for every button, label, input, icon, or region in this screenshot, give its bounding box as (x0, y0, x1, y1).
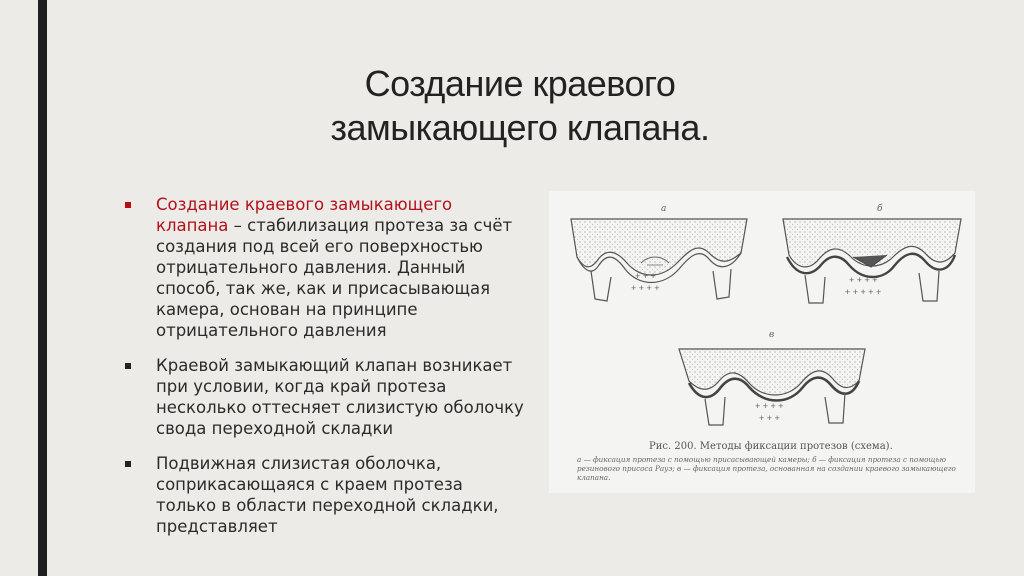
bullet-marker-red (125, 202, 131, 208)
figure-caption-title: Рис. 200. Методы фиксации протезов (схема). (649, 441, 893, 452)
label-a: а (661, 204, 667, 214)
slide-title (200, 62, 840, 150)
bullet-list (122, 194, 527, 551)
svg-text:+ + + + +: + + + + + (845, 287, 882, 297)
denture-diagram (549, 191, 975, 441)
bullet-item-3 (122, 453, 527, 537)
diagram-a (571, 204, 747, 301)
title-line-1: Создание краевого (364, 63, 676, 104)
denture-fixation-figure (549, 191, 975, 493)
bullet-item-2 (122, 355, 527, 439)
bullet-marker (125, 363, 131, 369)
svg-text:+ + +: + + + (635, 271, 656, 281)
diagram-c (679, 330, 865, 425)
svg-text:+ + +: + + + (759, 413, 780, 423)
label-b: б (877, 204, 883, 214)
label-c: в (769, 330, 775, 340)
diagram-b (783, 203, 961, 303)
bullet-item-1 (122, 194, 527, 341)
bullet-marker (125, 461, 131, 467)
svg-text:+ + + +: + + + + (755, 401, 784, 411)
svg-text:+ + + +: + + + + (849, 275, 878, 285)
left-accent-bar (38, 0, 47, 576)
bullet-1-highlight: Создание краевого замыкающего клапана (156, 195, 453, 235)
figure-caption-text: а — фиксация протеза с помощью присасывающей камеры; б — фиксация протеза с помощью резинового присоса Рауэ; в — фиксация протеза, основанная на создании краевого замыкающего клапана. (577, 455, 956, 482)
bullet-1-text: – стабилизация протеза за счёт создания под всей его поверхностью отрицательного давления. Данный способ, так же, как и присасывающая камера, основан на принципе отрицательного давления (156, 216, 513, 340)
bullet-2-text: Краевой замыкающий клапан возникает при условии, когда край протеза несколько оттесняет слизистую оболочку свода переходной складки (156, 356, 524, 438)
title-line-2: замыкающего клапана. (330, 107, 710, 148)
svg-text:+ + + +: + + + + (631, 283, 660, 293)
bullet-3-text: Подвижная слизистая оболочка, соприкасающаяся с краем протеза только в области переходной складки, представляет (156, 454, 499, 536)
